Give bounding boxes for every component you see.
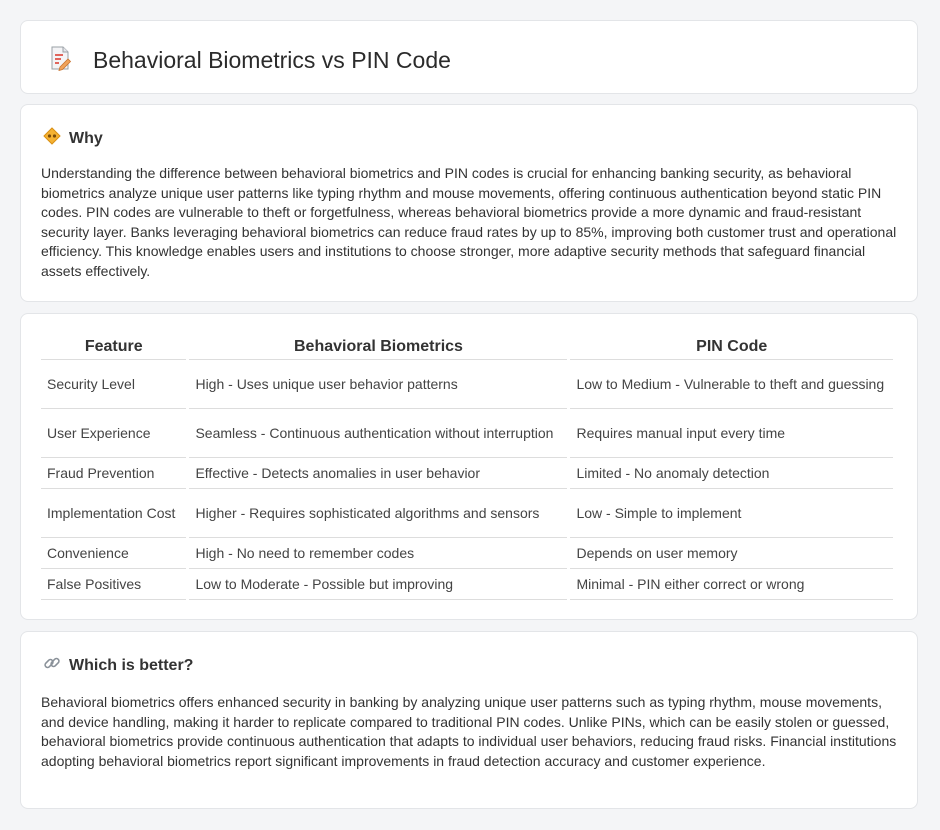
table-row [41, 360, 893, 409]
table-cell: Low - Simple to implement [570, 489, 893, 538]
table-cell: Higher - Requires sophisticated algorithms and sensors [189, 489, 567, 538]
link-icon [43, 654, 61, 677]
table-cell: User Experience [41, 409, 186, 458]
which-better-heading: Which is better? [69, 656, 194, 674]
table-cell: Security Level [41, 360, 186, 409]
table-cell: Limited - No anomaly detection [570, 458, 893, 489]
table-header-row [41, 336, 893, 360]
table-cell: Low to Moderate - Possible but improving [189, 569, 567, 600]
why-card [20, 104, 918, 302]
table-cell: Effective - Detects anomalies in user behavior [189, 458, 567, 489]
table-row [41, 489, 893, 538]
table-cell: False Positives [41, 569, 186, 600]
header-feature: Feature [41, 336, 186, 360]
document-pencil-icon [47, 45, 73, 76]
table-cell: High - Uses unique user behavior patterns [189, 360, 567, 409]
which-better-text: Behavioral biometrics offers enhanced security in banking by analyzing unique user patterns such as typing rhythm, mouse movements, and device handling, making it harder to replicate compared to traditional PIN codes. Unlike PINs, which can be easily stolen or guessed, behavioral biometrics provide continuous authentication that adapts to individual user behaviors, reducing fraud risks. Financial institutions adopting behavioral biometrics report significant improvements in fraud detection accuracy and customer experience. [41, 694, 897, 769]
diamond-warning-icon [43, 127, 61, 150]
why-heading: Why [69, 129, 103, 147]
table-row [41, 538, 893, 569]
comparison-card [20, 313, 918, 620]
table-cell: Implementation Cost [41, 489, 186, 538]
table-cell: Fraud Prevention [41, 458, 186, 489]
header-behavioral-biometrics: Behavioral Biometrics [189, 336, 567, 360]
table-cell: Depends on user memory [570, 538, 893, 569]
table-cell: Seamless - Continuous authentication without interruption [189, 409, 567, 458]
table-cell: Minimal - PIN either correct or wrong [570, 569, 893, 600]
table-cell: Convenience [41, 538, 186, 569]
which-better-card [20, 631, 918, 809]
header-pin-code: PIN Code [570, 336, 893, 360]
page-title: Behavioral Biometrics vs PIN Code [93, 47, 451, 73]
table-cell: High - No need to remember codes [189, 538, 567, 569]
table-row [41, 458, 893, 489]
table-row [41, 409, 893, 458]
table-cell: Low to Medium - Vulnerable to theft and guessing [570, 360, 893, 409]
table-cell: Requires manual input every time [570, 409, 893, 458]
title-card [20, 20, 918, 94]
why-text: Understanding the difference between behavioral biometrics and PIN codes is crucial for enhancing banking security, as behavioral biometrics analyze unique user patterns like typing rhythm and mouse movements, offering continuous authentication beyond static PIN codes. PIN codes are vulnerable to theft or forgetfulness, whereas behavioral biometrics provide a more dynamic and fraud-resistant security layer. Banks leveraging behavioral biometrics can reduce fraud rates by up to 85%, improving both customer trust and operational efficiency. This knowledge enables users and institutions to choose stronger, more adaptive security methods that safeguard financial assets effectively. [41, 165, 897, 279]
table-row [41, 569, 893, 600]
comparison-table [38, 336, 896, 600]
